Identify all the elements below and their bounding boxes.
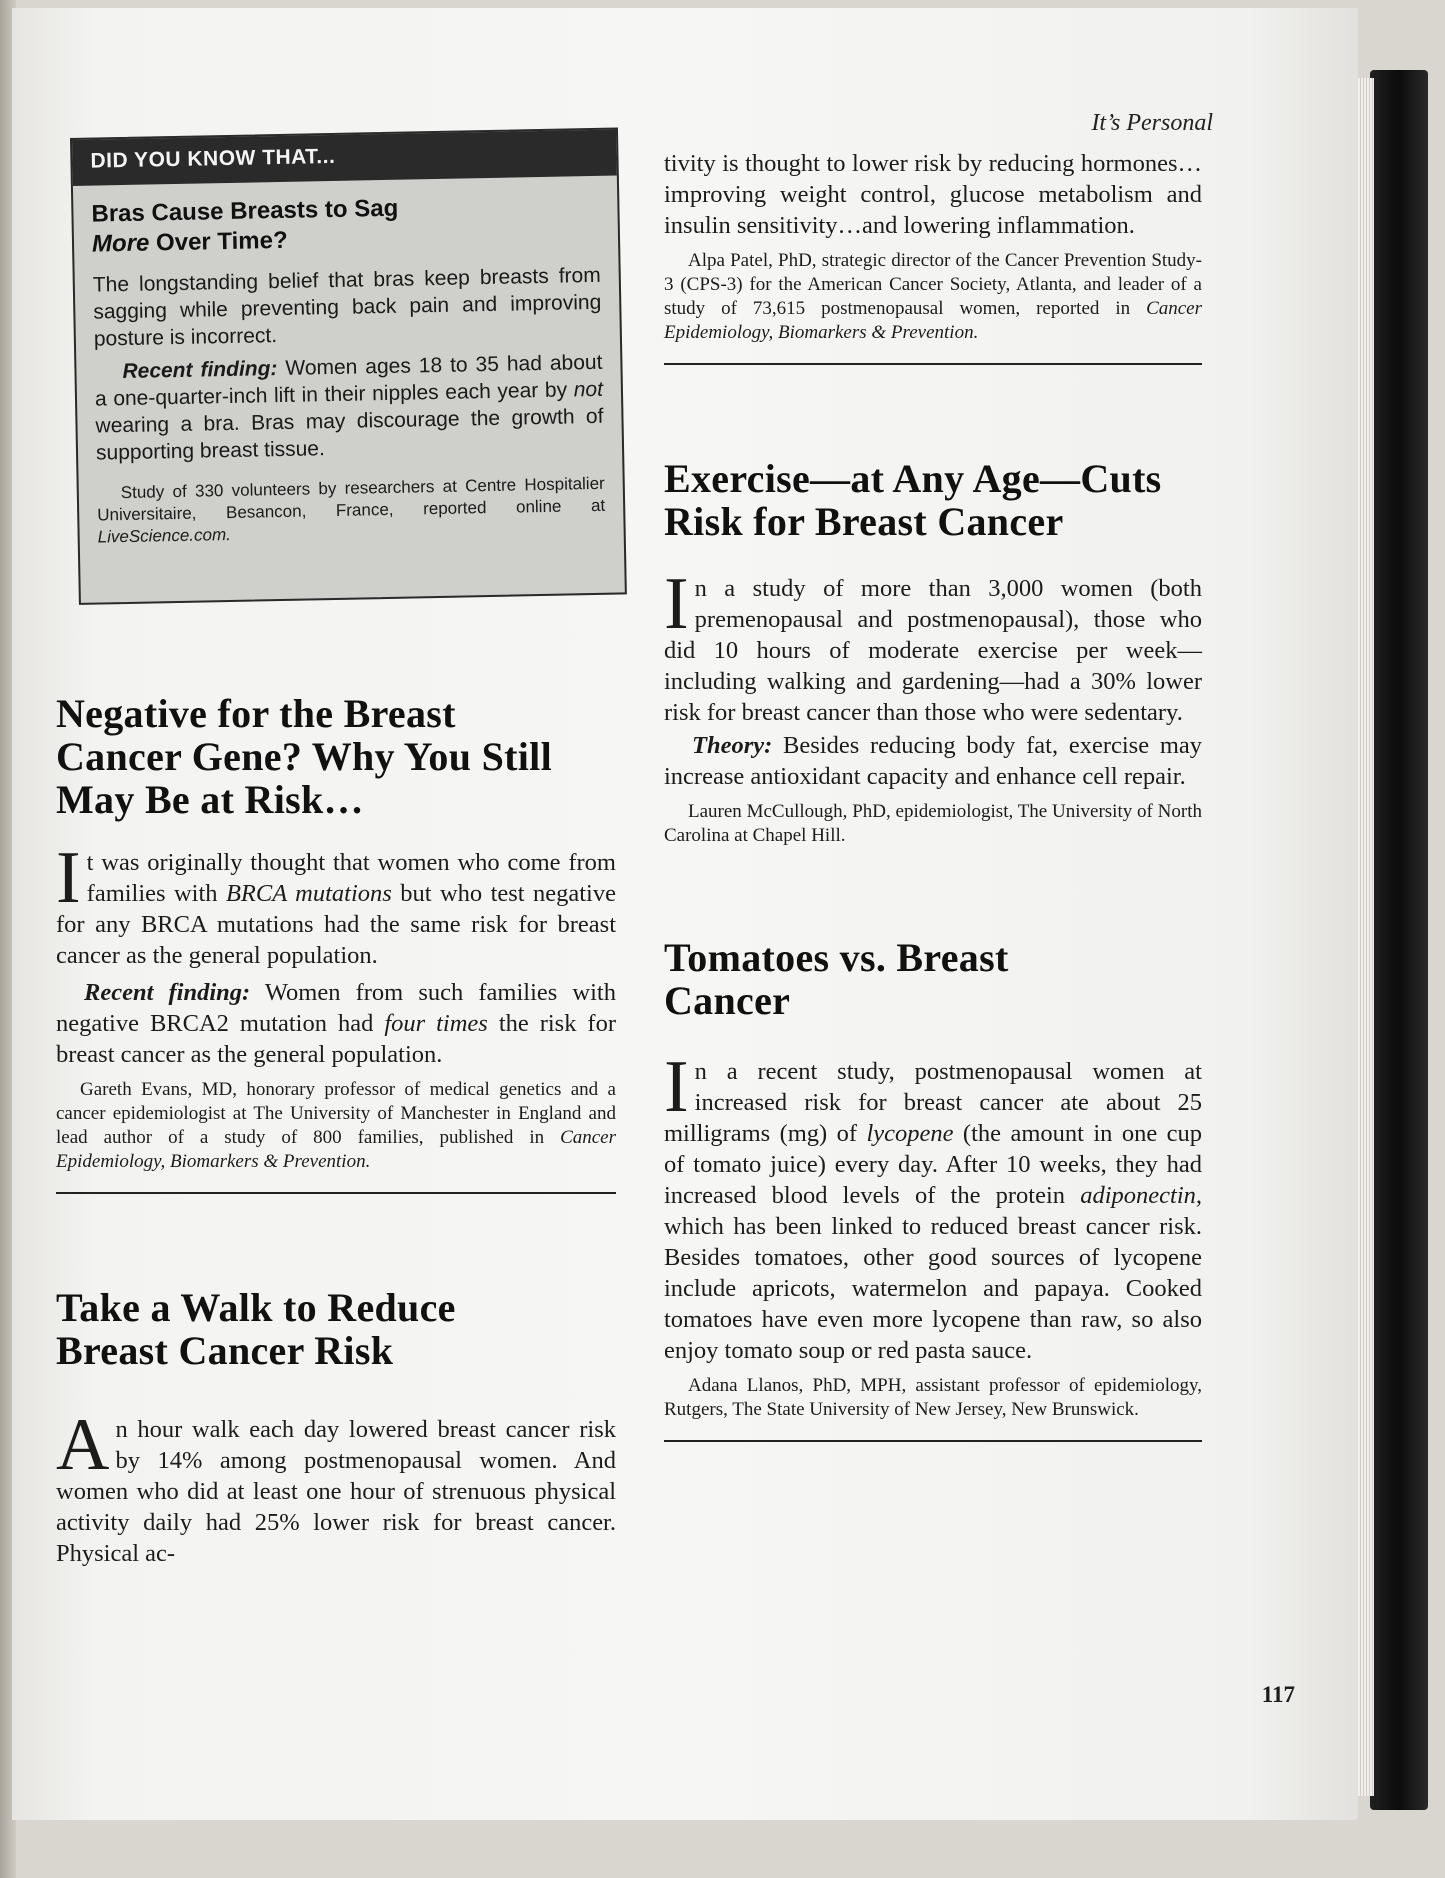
sidebar-paragraph-2 — [94, 349, 604, 467]
paragraph-text: n a recent study, postmenopausal women at increased risk for breast cancer ate about 25 milligrams (mg) of — [664, 1058, 1202, 1147]
did-you-know-sidebar — [70, 127, 627, 604]
sidebar-title — [73, 176, 618, 264]
credit-text: Gareth Evans, MD, honorary professor of medical genetics and a cancer epidemiologist at The University of Manchester in England and lead author of a study of 800 families, published in — [56, 1079, 616, 1148]
sidebar-header: DID YOU KNOW THAT... — [72, 130, 617, 186]
left-column — [56, 692, 616, 1569]
sidebar-lead: Recent finding: — [122, 357, 278, 384]
sidebar-paragraph-1: The longstanding belief that bras keep breasts from sagging while preventing back pain and improving posture is incorrect. — [92, 263, 602, 351]
article-paragraph — [56, 1404, 616, 1569]
sidebar-title-more: More — [91, 229, 150, 258]
article-title: Tomatoes vs. Breast Cancer — [664, 935, 1009, 1023]
emphasis-adiponectin: adiponectin, — [1080, 1182, 1202, 1209]
paragraph-text: (the amount in one cup of tomato juice) every day. After 10 weeks, they had increased blood levels of the protein — [664, 1120, 1202, 1209]
sidebar-paragraph-2-text-a: Women ages 18 to 35 had about a one-quarter-inch lift in their nipples each year by — [94, 350, 603, 411]
article-paragraph — [56, 837, 616, 971]
article-tomatoes — [664, 936, 1202, 1442]
sidebar-credit-site: LiveScience.com. — [97, 524, 232, 547]
article-negative-brca — [56, 692, 616, 1194]
sidebar-title-line2: Over Time? — [149, 226, 288, 257]
paragraph-text: n a study of more than 3,000 women (both premenopausal and postmenopausal), those who did 10 hours of moderate exercise per week—including walking and gardening—had a 30% lower risk for breast cancer than those who were sedentary. — [664, 575, 1202, 726]
article-credit — [56, 1078, 616, 1174]
paragraph-text: which has been linked to reduced breast cancer risk. Besides tomatoes, other good sources of lycopene include apricots, watermelon and papaya. Cooked tomatoes have even more lycopene than raw, so also enjoy tomato soup or red pasta sauce. — [664, 1213, 1202, 1364]
lead-in: Recent finding: — [84, 979, 251, 1006]
drop-cap: A — [56, 1404, 110, 1486]
article-title: Take a Walk to Reduce Breast Cancer Risk — [56, 1285, 456, 1373]
lead-in: Theory: — [692, 732, 773, 759]
article-paragraph — [664, 730, 1202, 792]
article-take-a-walk — [56, 1286, 616, 1569]
drop-cap: I — [664, 563, 689, 645]
book-cover-edge — [1370, 70, 1428, 1810]
paragraph-text: the risk for breast cancer as the general population. — [56, 1010, 616, 1068]
article-title: Negative for the Breast Cancer Gene? Why You Still May Be at Risk… — [56, 691, 552, 822]
sidebar-credit-text: Study of 330 volunteers by researchers at Centre Hospitalier Universitaire, Besancon, France, reported online at — [97, 473, 606, 525]
sidebar-body — [74, 253, 622, 466]
right-column — [664, 148, 1202, 1442]
article-body — [664, 1046, 1202, 1366]
running-head: It’s Personal — [1091, 110, 1213, 136]
sidebar-emphasis-not: not — [573, 377, 604, 402]
article-paragraph — [56, 977, 616, 1070]
emphasis-brca: BRCA mutations — [225, 880, 392, 907]
continued-text: tivity is thought to lower risk by reducing hormones…improving weight control, glucose metabolism and insulin sensitivity…and lowering inflammation. — [664, 150, 1202, 239]
article-credit: Adana Llanos, PhD, MPH, assistant professor of epidemiology, Rutgers, The State University of New Jersey, New Brunswick. — [664, 1375, 1202, 1420]
page-number: 117 — [1261, 1682, 1295, 1707]
paragraph-text: but who test negative for any BRCA mutations had the same risk for breast cancer as the general population. — [56, 880, 616, 969]
article-exercise — [664, 457, 1202, 848]
article-credit: Lauren McCullough, PhD, epidemiologist, The University of North Carolina at Chapel Hill. — [664, 801, 1202, 846]
section-divider — [664, 363, 1202, 365]
article-body — [56, 837, 616, 1070]
drop-cap: I — [56, 837, 81, 919]
paragraph-text: n hour walk each day lowered breast cancer risk by 14% among postmenopausal women. And women who did at least one hour of strenuous physical activity daily had 25% lower risk for breast cancer. Physical ac- — [56, 1416, 616, 1567]
paragraph-text: Women from such families with negative BRCA2 mutation had — [56, 979, 616, 1037]
sidebar-credit — [78, 462, 623, 548]
paragraph-text: t was originally thought that women who come from families with — [86, 849, 616, 907]
article-body — [56, 1404, 616, 1569]
drop-cap: I — [664, 1046, 689, 1128]
credit-journal: Cancer Epidemiology, Biomarkers & Prevention. — [664, 298, 1202, 343]
article-paragraph — [664, 563, 1202, 728]
section-divider — [664, 1440, 1202, 1442]
credit-text: Alpa Patel, PhD, strategic director of the Cancer Prevention Study-3 (CPS-3) for the American Cancer Society, Atlanta, and leader of a study of 73,615 postmenopausal women, reported in — [664, 250, 1202, 319]
emphasis-lycopene: lycopene — [866, 1120, 954, 1147]
article-title: Exercise—at Any Age—Cuts Risk for Breast Cancer — [664, 456, 1162, 544]
emphasis-four-times: four times — [384, 1010, 488, 1037]
paragraph-text: Besides reducing body fat, exercise may increase antioxidant capacity and enhance cell repair. — [664, 732, 1202, 790]
article-body — [664, 563, 1202, 792]
article-credit — [664, 249, 1202, 345]
credit-journal: Cancer Epidemiology, Biomarkers & Prevention. — [56, 1127, 616, 1172]
section-divider — [56, 1192, 616, 1194]
sidebar-title-line1: Bras Cause Breasts to Sag — [91, 194, 399, 228]
sidebar-paragraph-2-text-b: wearing a bra. Bras may discourage the growth of supporting breast tissue. — [95, 404, 604, 465]
article-paragraph — [664, 1046, 1202, 1366]
